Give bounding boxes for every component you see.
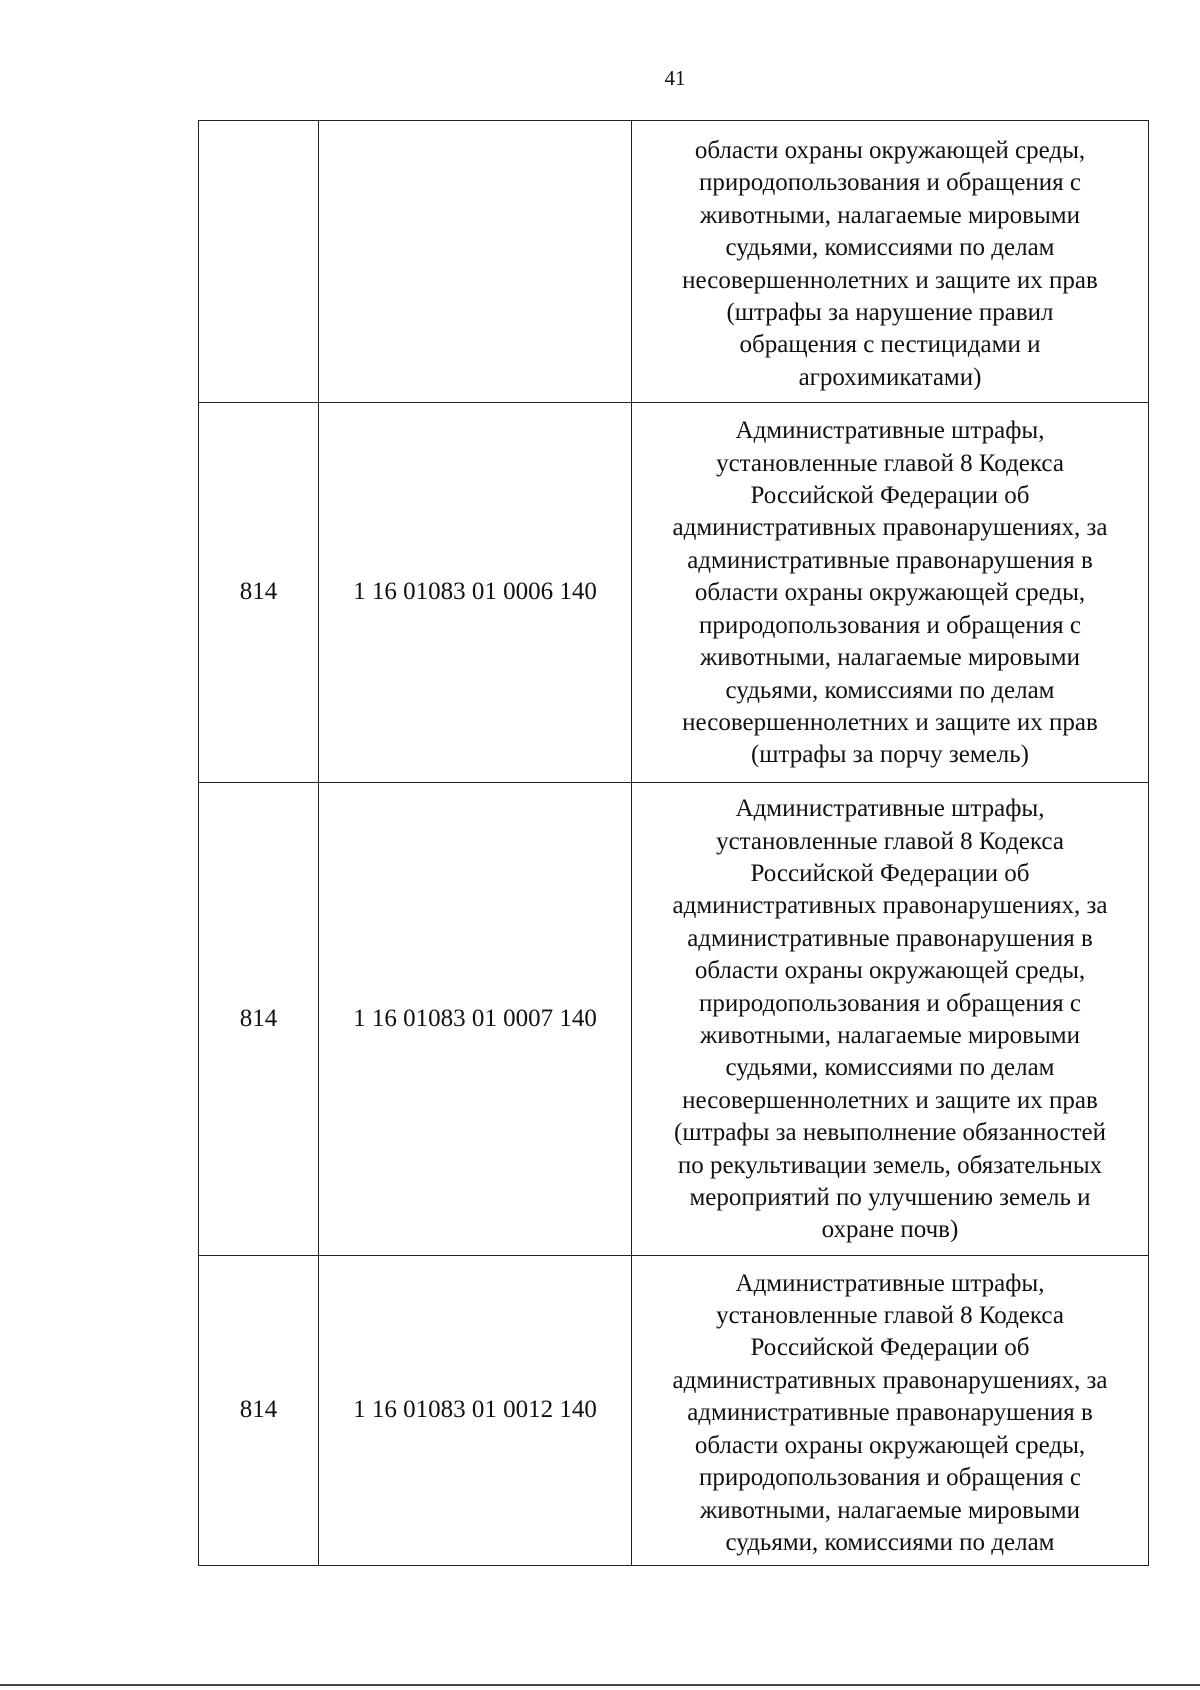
- table-row: [199, 1256, 1149, 1566]
- description-text: области охраны окружающей среды, природопользования и обращения с животными, налагаемые мировыми судьями, комиссиями по делам несовершеннолетних и защите их прав (штрафы за нарушение правил обращения с пестицидами и агрохимикатами): [682, 136, 1098, 391]
- admin-code-cell: 814: [199, 783, 319, 1256]
- budget-code-cell: 1 16 01083 01 0012 140: [319, 1256, 632, 1566]
- admin-code-cell: 814: [199, 403, 319, 783]
- description-text: Административные штрафы, установленные главой 8 Кодекса Российской Федерации об административных правонарушениях, за административные правонарушения в области охраны окружающей среды, природопользования и обращения с животными, налагаемые мировыми судьями, комиссиями по делам: [672, 1269, 1108, 1556]
- description-text: Административные штрафы, установленные главой 8 Кодекса Российской Федерации об административных правонарушениях, за административные правонарушения в области охраны окружающей среды, природопользования и обращения с животными, налагаемые мировыми судьями, комиссиями по делам несовершеннолетних и защите их прав (штрафы за невыполнение обязанностей по рекультивации земель, обязательных мероприятий по улучшению земель и охране почв): [672, 795, 1108, 1244]
- description-cell: [632, 403, 1149, 783]
- description-cell: [632, 121, 1149, 403]
- page-number: [0, 66, 1200, 90]
- table-row: [199, 783, 1149, 1256]
- description-cell: [632, 1256, 1149, 1566]
- admin-code-cell: 814: [199, 1256, 319, 1566]
- budget-code-cell: [319, 121, 632, 403]
- budget-code-cell: 1 16 01083 01 0006 140: [319, 403, 632, 783]
- budget-code-cell: 1 16 01083 01 0007 140: [319, 783, 632, 1256]
- description-cell: [632, 783, 1149, 1256]
- income-codes-table: [198, 120, 1149, 1566]
- page-number-text: 41: [664, 66, 686, 90]
- admin-code-cell: [199, 121, 319, 403]
- table-row: [199, 121, 1149, 403]
- table-row: [199, 403, 1149, 783]
- page-bottom-rule: [0, 1684, 1200, 1686]
- description-text: Административные штрафы, установленные главой 8 Кодекса Российской Федерации об административных правонарушениях, за административные правонарушения в области охраны окружающей среды, природопользования и обращения с животными, налагаемые мировыми судьями, комиссиями по делам несовершеннолетних и защите их прав (штрафы за порчу земель): [672, 417, 1108, 769]
